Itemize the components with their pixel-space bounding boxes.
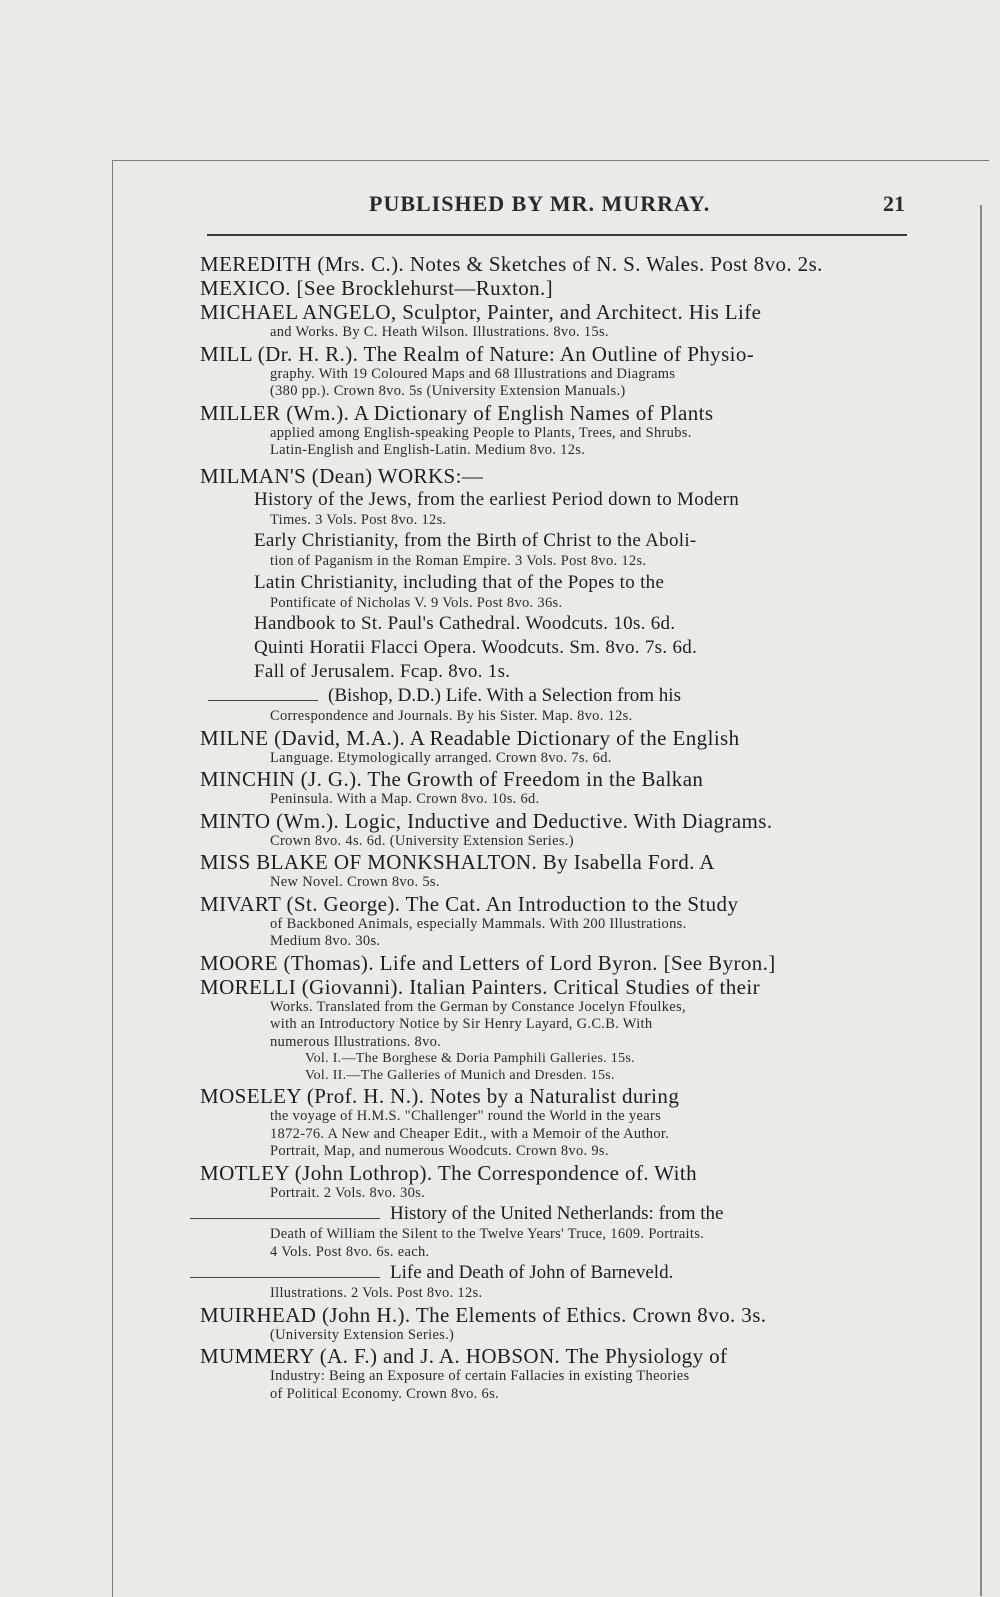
entry-detail-line: New Novel. Crown 8vo. 5s. — [270, 874, 440, 890]
entry-volume-line: Vol. I.—The Borghese & Doria Pamphili Galleries. 15s. — [305, 1051, 635, 1066]
entry-heading-line: MEREDITH (Mrs. C.). Notes & Sketches of N. S. Wales. Post 8vo. 2s. — [200, 252, 823, 276]
entry-detail-line: 1872-76. A New and Cheaper Edit., with a Memoir of the Author. — [270, 1125, 670, 1142]
header-rule — [207, 234, 907, 236]
entry-subtitle-line: Latin Christianity, including that of the Popes to the — [254, 571, 665, 593]
entry-subtitle-line: Fall of Jerusalem. Fcap. 8vo. 1s. — [254, 661, 511, 682]
entry-detail-line: Medium 8vo. 30s. — [270, 933, 381, 949]
entry-detail-line: with an Introductory Notice by Sir Henry Layard, G.C.B. With — [270, 1016, 653, 1032]
entry-detail-line: of Political Economy. Crown 8vo. 6s. — [270, 1385, 499, 1402]
entry-detail-line: Language. Etymologically arranged. Crown 8vo. 7s. 6d. — [270, 749, 612, 766]
entry-heading-line: MINCHIN (J. G.). The Growth of Freedom in the Balkan — [200, 767, 704, 791]
ditto-dash — [208, 700, 318, 701]
entry-detail-line: Portrait, Map, and numerous Woodcuts. Crown 8vo. 9s. — [270, 1143, 609, 1159]
entry-detail-line: of Backboned Animals, especially Mammals. With 200 Illustrations. — [270, 915, 687, 932]
entry-ditto-line — [200, 684, 900, 708]
entry-detail-line: Portrait. 2 Vols. 8vo. 30s. — [270, 1184, 425, 1201]
entry-detail-line: (380 pp.). Crown 8vo. 5s (University Extension Manuals.) — [270, 383, 626, 399]
entry-heading-line: MICHAEL ANGELO, Sculptor, Painter, and Architect. His Life — [200, 300, 762, 324]
entry-heading-line: MINTO (Wm.). Logic, Inductive and Deductive. With Diagrams. — [200, 808, 773, 833]
entry-detail-line: and Works. By C. Heath Wilson. Illustrations. 8vo. 15s. — [270, 324, 609, 340]
entry-ditto-line — [200, 1202, 900, 1226]
entry-heading-line: MOTLEY (John Lothrop). The Correspondence of. With — [200, 1160, 698, 1185]
running-header — [207, 189, 911, 221]
entry-ditto-line — [200, 1261, 900, 1285]
entry-heading-line: MUIRHEAD (John H.). The Elements of Ethics. Crown 8vo. 3s. — [200, 1302, 767, 1327]
entry-subtitle-line: Quinti Horatii Flacci Opera. Woodcuts. Sm. 8vo. 7s. 6d. — [254, 637, 698, 658]
entry-heading-line: MEXICO. [See Brocklehurst—Ruxton.] — [200, 276, 554, 300]
entry-detail-line: Latin-English and English-Latin. Medium 8vo. 12s. — [270, 442, 586, 458]
entry-detail-line: Works. Translated from the German by Constance Jocelyn Ffoulkes, — [270, 998, 686, 1015]
ditto-dash — [190, 1277, 380, 1278]
entry-detail-line: numerous Illustrations. 8vo. — [270, 1033, 442, 1050]
entry-detail-line: the voyage of H.M.S. "Challenger" round the World in the years — [270, 1108, 662, 1124]
entry-detail-line: tion of Paganism in the Roman Empire. 3 Vols. Post 8vo. 12s. — [270, 553, 647, 569]
entry-detail-line: Illustrations. 2 Vols. Post 8vo. 12s. — [270, 1285, 483, 1301]
entry-text: History of the United Netherlands: from the — [390, 1203, 724, 1224]
entry-heading-line: MOORE (Thomas). Life and Letters of Lord Byron. [See Byron.] — [200, 950, 776, 975]
page-number: 21 — [883, 191, 905, 216]
entry-detail-line: Industry: Being an Exposure of certain Fallacies in existing Theories — [270, 1368, 690, 1384]
entry-heading-line: MILLER (Wm.). A Dictionary of English Names of Plants — [200, 400, 714, 425]
entry-text: (Bishop, D.D.) Life. With a Selection from his — [328, 685, 681, 706]
entry-heading-line: MORELLI (Giovanni). Italian Painters. Critical Studies of their — [200, 974, 761, 999]
header-title: PUBLISHED BY MR. MURRAY. — [369, 191, 711, 216]
entry-heading-line: MILL (Dr. H. R.). The Realm of Nature: An Outline of Physio- — [200, 341, 755, 366]
entry-detail-line: Peninsula. With a Map. Crown 8vo. 10s. 6d. — [270, 791, 540, 807]
entry-detail-line: 4 Vols. Post 8vo. 6s. each. — [270, 1243, 430, 1260]
entry-detail-line: graphy. With 19 Coloured Maps and 68 Illustrations and Diagrams — [270, 365, 676, 382]
entry-detail-line: Crown 8vo. 4s. 6d. (University Extension Series.) — [270, 832, 574, 849]
entry-detail-line: Death of William the Silent to the Twelve Years' Truce, 1609. Portraits. — [270, 1226, 705, 1242]
entry-detail-line: applied among English-speaking People to Plants, Trees, and Shrubs. — [270, 424, 692, 441]
entry-heading-line: MILNE (David, M.A.). A Readable Dictionary of the English — [200, 725, 740, 750]
entry-subtitle-line: Early Christianity, from the Birth of Christ to the Aboli- — [254, 530, 697, 551]
entry-heading-line: MUMMERY (A. F.) and J. A. HOBSON. The Physiology of — [200, 1344, 728, 1368]
entry-heading-line: MILMAN'S (Dean) WORKS:— — [200, 463, 484, 488]
entry-detail-line: Correspondence and Journals. By his Sister. Map. 8vo. 12s. — [270, 708, 633, 724]
catalogue-entries — [200, 252, 900, 1403]
entry-text: Life and Death of John of Barneveld. — [390, 1262, 674, 1283]
entry-detail-line: Pontificate of Nicholas V. 9 Vols. Post 8vo. 36s. — [270, 594, 563, 611]
entry-detail-line: Times. 3 Vols. Post 8vo. 12s. — [270, 511, 447, 528]
entry-heading-line: MIVART (St. George). The Cat. An Introduction to the Study — [200, 891, 739, 916]
ditto-dash — [190, 1218, 380, 1219]
entry-subtitle-line: History of the Jews, from the earliest Period down to Modern — [254, 488, 739, 510]
entry-subtitle-line: Handbook to St. Paul's Cathedral. Woodcuts. 10s. 6d. — [254, 613, 676, 634]
page-frame-right-edge — [980, 205, 982, 1596]
entry-heading-line: MISS BLAKE OF MONKSHALTON. By Isabella Ford. A — [200, 850, 715, 874]
entry-detail-line: (University Extension Series.) — [270, 1326, 455, 1343]
entry-heading-line: MOSELEY (Prof. H. N.). Notes by a Naturalist during — [200, 1084, 680, 1108]
entry-volume-line: Vol. II.—The Galleries of Munich and Dresden. 15s. — [305, 1067, 615, 1083]
